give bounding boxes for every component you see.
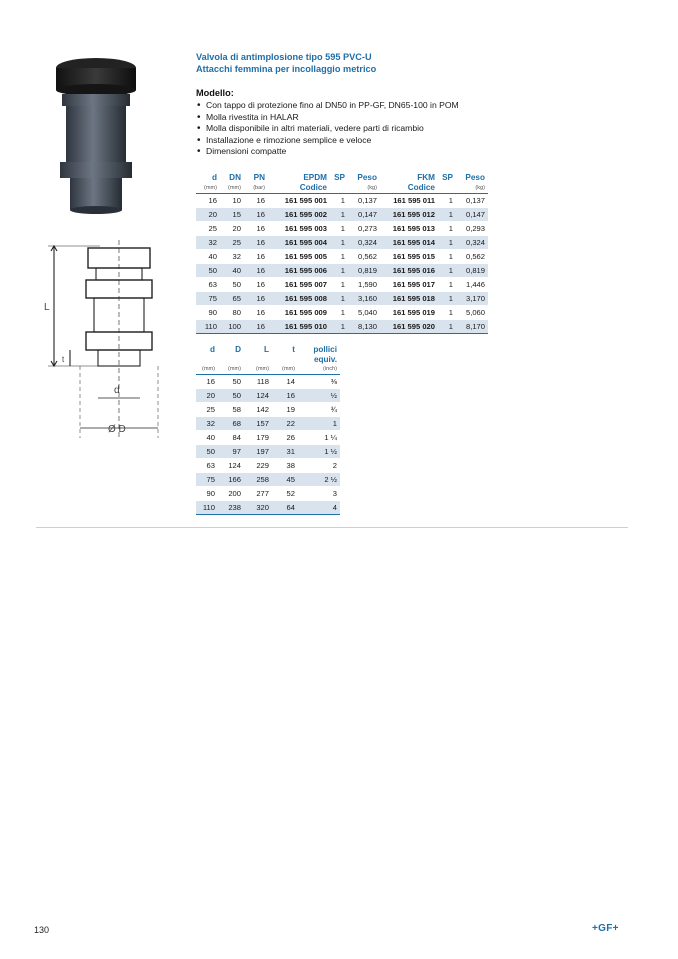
table-cell: 0,324 [348,236,380,250]
table-cell: 16 [244,292,268,306]
table-cell: 20 [196,389,218,403]
table-cell: 68 [218,417,244,431]
col-unit: (kg) [456,183,488,194]
table-cell: 0,147 [348,208,380,222]
table-cell: 1 [330,250,348,264]
col-unit: (mm) [220,183,244,194]
table-cell: 16 [244,208,268,222]
table-cell: 14 [272,375,298,389]
table-cell: 161 595 003 [268,222,330,236]
table-cell: 0,819 [348,264,380,278]
table-cell: 38 [272,459,298,473]
feature-item: • Installazione e rimozione semplice e veloce [196,135,459,147]
table-row [196,222,488,236]
table-cell: 110 [196,501,218,515]
table-cell: 0,293 [456,222,488,236]
table-cell: 50 [218,389,244,403]
table-cell: 1,590 [348,278,380,292]
col-header: Peso [465,173,485,182]
table-row [196,403,340,417]
table-cell: 25 [196,222,220,236]
table-cell: 1 [330,208,348,222]
table-cell: 1 [438,320,456,334]
col-header: FKM [417,173,435,182]
col-unit: (bar) [244,183,268,194]
col-unit: (mm) [244,365,272,375]
table-cell: 161 595 008 [268,292,330,306]
table-cell: 1 [438,264,456,278]
table-cell: ⅜ [298,375,340,389]
table-row [196,320,488,334]
table-cell: 4 [298,501,340,515]
col-unit: (inch) [298,365,340,375]
table-cell: 238 [218,501,244,515]
table-cell: 50 [196,445,218,459]
col-unit: Codice [380,183,438,194]
col-unit [330,183,348,194]
table-cell: 320 [244,501,272,515]
col-header: pollici [313,345,337,354]
table-cell: 16 [244,320,268,334]
table-cell: 65 [220,292,244,306]
table-cell: 161 595 002 [268,208,330,222]
col-header: equiv. [313,355,337,364]
table-cell: 90 [196,306,220,320]
table-cell: ¾ [298,403,340,417]
table-header-row-2 [196,355,340,365]
table-cell: 32 [196,417,218,431]
table-cell: 161 595 010 [268,320,330,334]
table-cell: 50 [196,264,220,278]
col-unit: (mm) [196,183,220,194]
table-cell: 22 [272,417,298,431]
col-header [244,355,272,365]
col-header: PN [253,173,265,182]
table-cell: 161 595 006 [268,264,330,278]
table-cell: 0,562 [348,250,380,264]
label-t: t [62,355,65,364]
table-cell: 1 [330,292,348,306]
table-row [196,194,488,208]
table-header-row [196,345,340,355]
table-cell: 1 [438,194,456,208]
table-cell: 161 595 004 [268,236,330,250]
table-cell: 5,040 [348,306,380,320]
table-cell: 0,562 [456,250,488,264]
table-cell: 15 [220,208,244,222]
col-unit [438,183,456,194]
col-unit: (mm) [196,365,218,375]
table-cell: 1 [438,306,456,320]
table-row [196,306,488,320]
table-cell: 2 ½ [298,473,340,487]
table-cell: 1 [330,306,348,320]
table-cell: 75 [196,292,220,306]
table-cell: 16 [244,194,268,208]
table-row [196,236,488,250]
product-title [196,51,376,75]
table-cell: 179 [244,431,272,445]
table-cell: 1 [438,208,456,222]
feature-item: • Con tappo di protezione fino al DN50 in PP-GF, DN65-100 in POM [196,100,459,112]
table-cell: 1 [438,250,456,264]
table-cell: 63 [196,459,218,473]
col-unit: Codice [268,183,330,194]
table-cell: 3,160 [348,292,380,306]
table-cell: 3,170 [456,292,488,306]
table-cell: 19 [272,403,298,417]
table-row [196,278,488,292]
table-cell: 84 [218,431,244,445]
page-number: 130 [34,925,50,935]
table-cell: 1 [298,417,340,431]
table-cell: 161 595 001 [268,194,330,208]
table-cell: 1 [330,278,348,292]
col-header: EPDM [303,173,327,182]
table-cell: 16 [244,250,268,264]
col-header: d [211,173,217,182]
table-cell: 1 [330,264,348,278]
table-cell: 26 [272,431,298,445]
col-unit: (kg) [348,183,380,194]
table-cell: 100 [220,320,244,334]
table-row [196,292,488,306]
table-cell: 10 [220,194,244,208]
table-cell: 161 595 012 [380,208,438,222]
table-cell: 16 [244,278,268,292]
table-cell: 25 [220,236,244,250]
title-line-2: Attacchi femmina per incollaggio metrico [196,64,377,74]
table-cell: 0,273 [348,222,380,236]
col-header [196,355,218,365]
table-cell: 16 [244,264,268,278]
label-D: Ø D [108,424,126,435]
col-unit: (mm) [272,365,298,375]
table-cell: 110 [196,320,220,334]
feature-item: • Molla disponibile in altri materiali, vedere parti di ricambio [196,123,459,135]
table-cell: 45 [272,473,298,487]
table-cell: 52 [272,487,298,501]
label-L: L [44,302,50,313]
valve-photo [52,56,140,216]
table-row [196,445,340,459]
table-cell: 58 [218,403,244,417]
divider [36,527,628,528]
col-header: t [292,345,295,354]
feature-item: • Molla rivestita in HALAR [196,112,459,124]
col-header [218,355,244,365]
table-cell: 161 595 018 [380,292,438,306]
table-cell: 8,170 [456,320,488,334]
table-cell: 200 [218,487,244,501]
table-cell: 40 [220,264,244,278]
col-header: SP [442,173,453,182]
dimension-table [196,345,340,515]
table-cell: 161 595 020 [380,320,438,334]
table-cell: 161 595 015 [380,250,438,264]
col-unit: (mm) [218,365,244,375]
table-cell: 124 [218,459,244,473]
table-cell: 2 [298,459,340,473]
table-row [196,431,340,445]
table-cell: 197 [244,445,272,459]
table-cell: 90 [196,487,218,501]
table-row [196,473,340,487]
code-table [196,173,488,334]
table-cell: 277 [244,487,272,501]
table-cell: 1 [330,194,348,208]
table-cell: 1 [330,222,348,236]
table-row [196,389,340,403]
table-cell: 161 595 007 [268,278,330,292]
label-d: d [114,385,120,396]
title-line-1: Valvola di antimplosione tipo 595 PVC-U [196,52,372,62]
table-cell: 80 [220,306,244,320]
dimension-drawing [40,238,170,443]
table-cell: 0,137 [348,194,380,208]
table-row [196,208,488,222]
table-cell: 1 ¼ [298,431,340,445]
table-cell: 5,060 [456,306,488,320]
table-row [196,264,488,278]
table-cell: 8,130 [348,320,380,334]
table-cell: 166 [218,473,244,487]
table-cell: 40 [196,250,220,264]
col-header: DN [229,173,241,182]
table-cell: 161 595 009 [268,306,330,320]
table-cell: 25 [196,403,218,417]
model-heading: Modello: [196,88,234,98]
table-cell: 0,147 [456,208,488,222]
table-cell: 1 [330,320,348,334]
table-cell: 1,446 [456,278,488,292]
table-cell: 16 [272,389,298,403]
col-header: D [235,345,241,354]
table-cell: 16 [196,194,220,208]
table-cell: 1 [438,222,456,236]
table-subheader-row [196,183,488,194]
brand-logo: +GF+ [592,923,619,934]
table-subheader-row [196,365,340,375]
table-cell: 1 [438,236,456,250]
table-cell: 258 [244,473,272,487]
table-cell: 1 [330,236,348,250]
table-cell: 1 ½ [298,445,340,459]
table-cell: 20 [220,222,244,236]
col-header: Peso [357,173,377,182]
table-cell: 50 [220,278,244,292]
table-cell: 75 [196,473,218,487]
col-header: L [263,345,269,354]
table-row [196,501,340,515]
table-header-row [196,173,488,183]
table-row [196,250,488,264]
table-cell: 124 [244,389,272,403]
table-cell: 118 [244,375,272,389]
table-cell: 20 [196,208,220,222]
table-cell: 161 595 014 [380,236,438,250]
table-cell: 32 [196,236,220,250]
table-cell: 0,819 [456,264,488,278]
table-cell: 161 595 019 [380,306,438,320]
table-row [196,375,340,389]
table-cell: 157 [244,417,272,431]
table-cell: 0,137 [456,194,488,208]
feature-item: • Dimensioni compatte [196,146,459,158]
table-cell: 3 [298,487,340,501]
table-cell: 161 595 017 [380,278,438,292]
col-header: d [209,345,215,354]
table-cell: 1 [438,278,456,292]
table-cell: 161 595 005 [268,250,330,264]
table-cell: 40 [196,431,218,445]
table-cell: 97 [218,445,244,459]
table-cell: 16 [196,375,218,389]
table-cell: 161 595 013 [380,222,438,236]
table-cell: 64 [272,501,298,515]
table-cell: 50 [218,375,244,389]
feature-list [196,100,459,158]
col-header: SP [334,173,345,182]
table-cell: 16 [244,236,268,250]
table-row [196,459,340,473]
table-row [196,487,340,501]
table-cell: 16 [244,222,268,236]
table-cell: 161 595 016 [380,264,438,278]
table-cell: 16 [244,306,268,320]
table-cell: 31 [272,445,298,459]
table-cell: 142 [244,403,272,417]
table-cell: 161 595 011 [380,194,438,208]
table-cell: 229 [244,459,272,473]
col-header [272,355,298,365]
table-cell: ½ [298,389,340,403]
table-row [196,417,340,431]
table-cell: 1 [438,292,456,306]
table-cell: 0,324 [456,236,488,250]
table-cell: 63 [196,278,220,292]
table-cell: 32 [220,250,244,264]
